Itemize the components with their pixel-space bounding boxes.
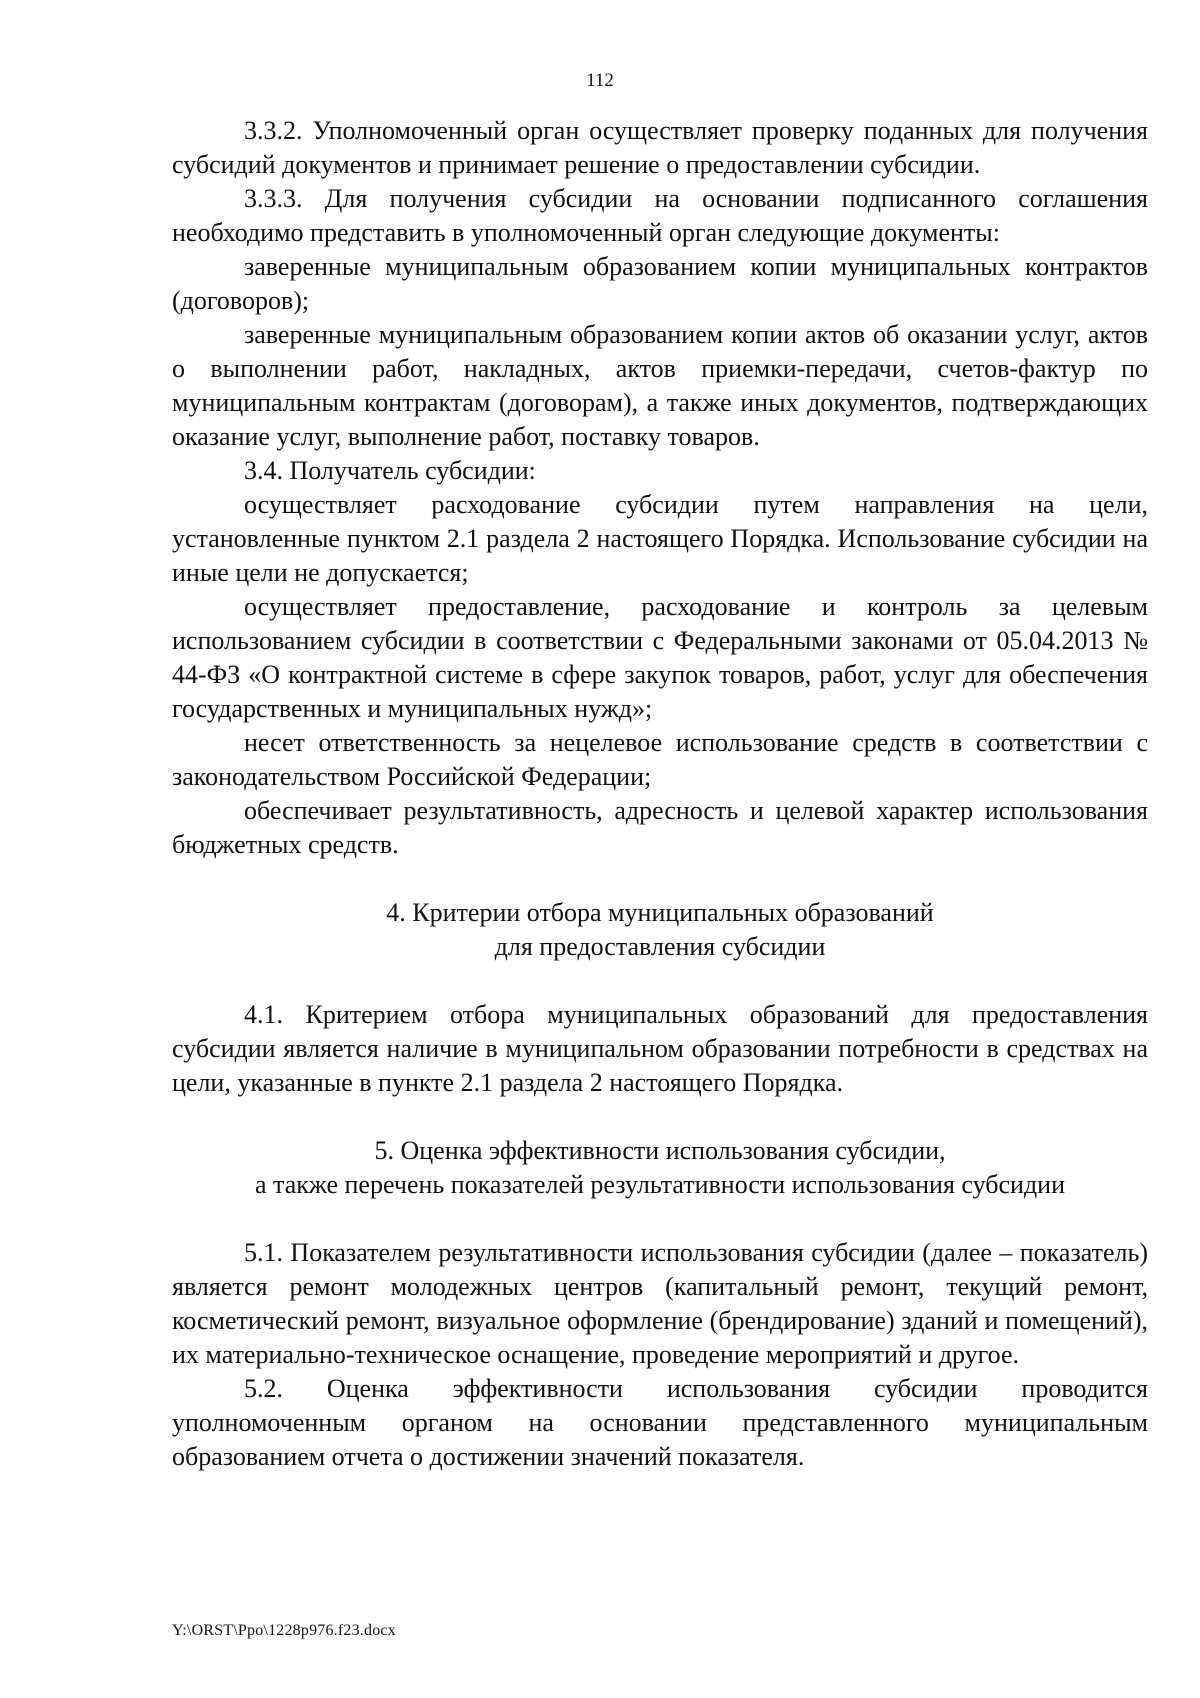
section-5-heading-line2: а также перечень показателей результативности использования субсидии [254, 1170, 1066, 1199]
file-path-footer: Y:\ORST\Ppo\1228p976.f23.docx [172, 1622, 396, 1639]
section-4-heading-line1: 4. Критерии отбора муниципальных образований [386, 898, 934, 927]
section-4-heading-line2: для предоставления субсидии [494, 932, 826, 961]
list-item-control: осуществляет предоставление, расходование и контроль за целевым использованием субсидии в соответствии с Федеральными законами от 05.04.2013 № 44-ФЗ «О контрактной системе в сфере закупок товаров, работ, услуг для обеспечения государственных и муниципальных нужд»; [172, 592, 1148, 723]
list-item-responsibility: несет ответственность за нецелевое использование средств в соответствии с законодательством Российской Федерации; [172, 728, 1148, 791]
section-5-heading-line1: 5. Оценка эффективности использования субсидии, [374, 1136, 946, 1165]
paragraph-3-4: 3.4. Получатель субсидии: [244, 456, 536, 485]
paragraph-5-2: 5.2. Оценка эффективности использования субсидии проводится уполномоченным органом на основании представленного муниципальным образованием отчета о достижении значений показателя. [172, 1374, 1148, 1471]
paragraph-4-1: 4.1. Критерием отбора муниципальных образований для предоставления субсидии является наличие в муниципальном образовании потребности в средствах на цели, указанные в пункте 2.1 раздела 2 настоящего Порядка. [172, 1000, 1148, 1097]
list-item-contract-copies: заверенные муниципальным образованием копии муниципальных контрактов (договоров); [172, 252, 1148, 315]
paragraph-3-3-2: 3.3.2. Уполномоченный орган осуществляет проверку поданных для получения субсидий документов и принимает решение о предоставлении субсидии. [172, 116, 1148, 179]
page-number: 112 [586, 70, 614, 91]
list-item-act-copies: заверенные муниципальным образованием копии актов об оказании услуг, актов о выполнении работ, накладных, актов приемки-передачи, счетов-фактур по муниципальным контрактам (договорам), а также иных документов, подтверждающих оказание услуг, выполнение работ, поставку товаров. [172, 320, 1148, 451]
paragraph-5-1: 5.1. Показателем результативности использования субсидии (далее – показатель) является ремонт молодежных центров (капитальный ремонт, текущий ремонт, косметический ремонт, визуальное оформление (брендирование) зданий и помещений), их материально-техническое оснащение, проведение мероприятий и другое. [172, 1238, 1148, 1369]
paragraph-3-3-3: 3.3.3. Для получения субсидии на основании подписанного соглашения необходимо представить в уполномоченный орган следующие документы: [172, 184, 1148, 247]
list-item-effectiveness: обеспечивает результативность, адресность и целевой характер использования бюджетных средств. [172, 796, 1148, 859]
list-item-spending: осуществляет расходование субсидии путем направления на цели, установленные пунктом 2.1 раздела 2 настоящего Порядка. Использование субсидии на иные цели не допускается; [172, 490, 1148, 587]
document-body [172, 114, 1148, 1474]
